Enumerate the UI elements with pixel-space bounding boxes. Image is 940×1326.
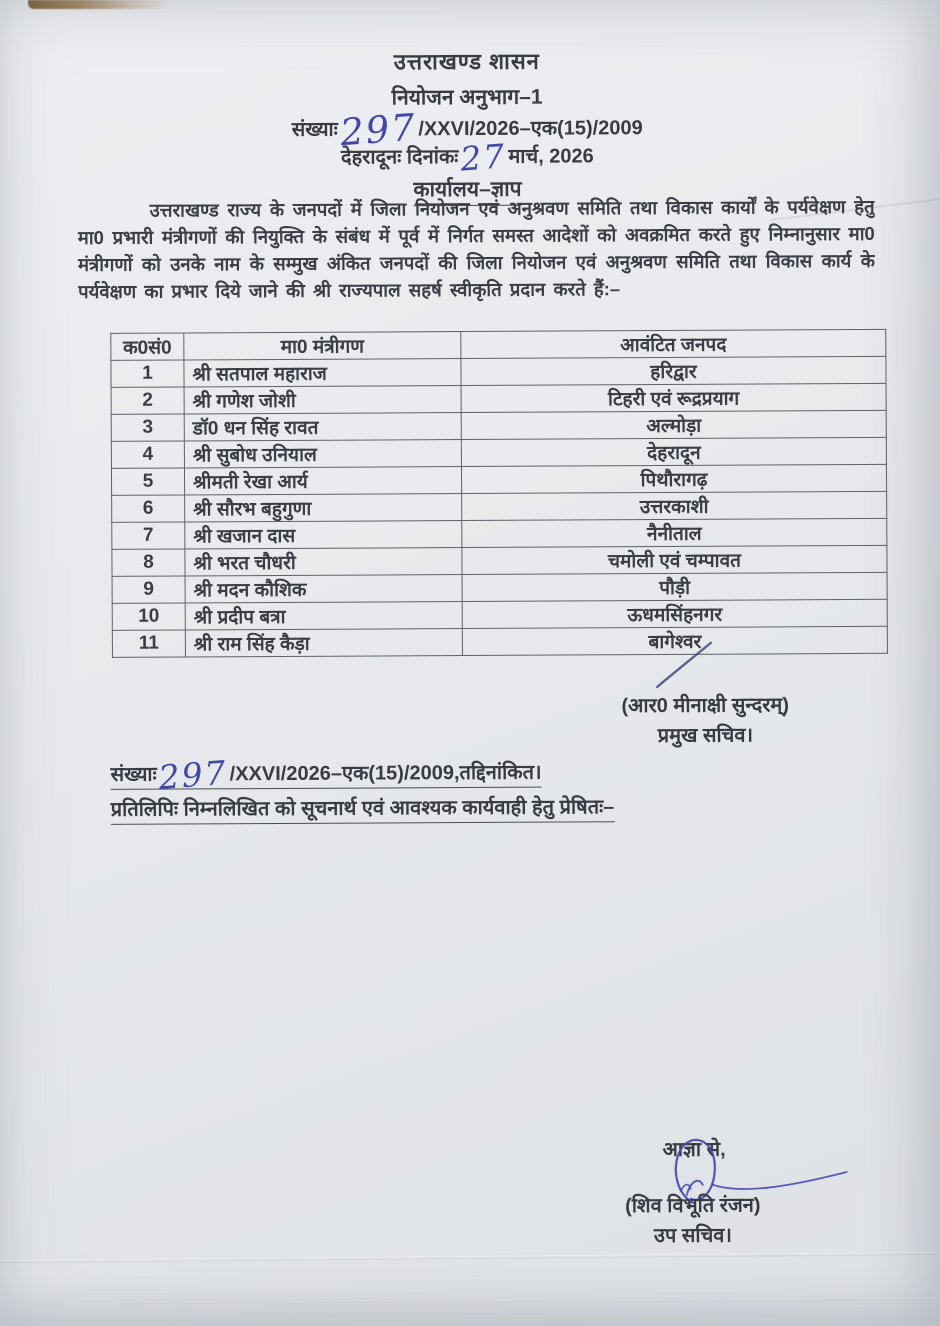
cell-minister: श्रीमती रेखा आर्य	[184, 467, 461, 495]
cell-serial-no: 2	[111, 387, 184, 414]
handwritten-ref-number: 297	[157, 752, 229, 797]
cell-minister: श्री भरत चौधरी	[185, 548, 462, 576]
signatory-title-2: उप सचिव।	[653, 1224, 733, 1248]
signatory-name-2: (शिव विभूति रंजन)	[625, 1194, 761, 1218]
date-suffix: मार्च, 2026	[508, 145, 594, 168]
ref-prefix: संख्याः	[110, 763, 157, 786]
cell-district: देहरादून	[461, 437, 886, 466]
table-row	[112, 491, 887, 522]
government-name: उत्तराखण्ड शासन	[393, 48, 540, 75]
section-name: नियोजन अनुभाग–1	[391, 85, 543, 110]
table-row	[111, 464, 886, 495]
cell-minister: श्री प्रदीप बत्रा	[185, 602, 462, 630]
cell-district: ऊधमसिंहनगर	[462, 599, 887, 628]
cell-serial-no: 10	[112, 603, 185, 630]
cell-minister: श्री सतपाल महाराज	[184, 359, 461, 387]
table-row	[112, 518, 887, 549]
cell-district: बागेश्वर	[462, 626, 887, 655]
document-header	[0, 44, 938, 209]
distribution-list-item	[111, 907, 731, 939]
cell-minister: श्री गणेश जोशी	[184, 386, 461, 414]
cell-serial-no: 11	[112, 630, 185, 657]
ministers-table	[110, 329, 888, 658]
handwritten-date: 27	[458, 136, 508, 179]
table-row	[112, 545, 887, 576]
cell-serial-no: 8	[112, 549, 185, 576]
date-line	[0, 136, 937, 179]
table-row	[111, 437, 886, 468]
cell-district: टिहरी एवं रूद्रप्रयाग	[461, 383, 886, 412]
cell-serial-no: 6	[112, 495, 185, 522]
cell-district: हरिद्वार	[461, 356, 886, 385]
header-minister: मा0 मंत्रीगण	[184, 332, 461, 360]
cell-district: पिथौरागढ़	[461, 464, 886, 493]
reference-number-line	[110, 752, 542, 797]
distribution-list-item	[112, 1048, 732, 1080]
signatory-name-1: (आर0 मीनाक्षी सुन्दरम्)	[621, 694, 790, 718]
cell-minister: श्री सुबोध उनियाल	[184, 440, 461, 468]
table-row	[112, 626, 887, 657]
cell-district: पौड़ी	[462, 572, 887, 601]
signatory-title-1: प्रमुख सचिव।	[657, 724, 754, 748]
distribution-list-item	[112, 1133, 732, 1165]
cell-serial-no: 4	[111, 441, 184, 468]
cell-district: अल्मोड़ा	[461, 410, 886, 439]
distribution-list-item	[111, 822, 731, 854]
cell-minister: श्री मदन कौशिक	[185, 575, 462, 603]
table-row	[111, 410, 886, 441]
cell-district: उत्तरकाशी	[462, 491, 887, 520]
distribution-list-item	[111, 850, 731, 882]
cell-minister: श्री खजान दास	[185, 521, 462, 549]
distribution-list-item	[112, 1020, 732, 1052]
handwritten-letter-number: 297	[338, 105, 418, 155]
table-row	[112, 572, 887, 603]
cell-serial-no: 9	[112, 576, 185, 603]
by-order-text: आज्ञा से,	[662, 1138, 726, 1161]
ref-suffix: /XXVI/2026–एक(15)/2009,तद्दिनांकित।	[229, 761, 542, 786]
distribution-list-item	[112, 963, 732, 995]
cell-serial-no: 1	[111, 360, 184, 387]
distribution-list-item	[112, 1105, 732, 1137]
cell-minister: श्री सौरभ बहुगुणा	[185, 494, 462, 522]
distribution-list-item	[111, 935, 731, 967]
cell-serial-no: 7	[112, 522, 185, 549]
letter-number-prefix: संख्याः	[291, 118, 338, 141]
table-row	[111, 383, 886, 414]
table-body	[111, 356, 888, 657]
cell-minister: श्री राम सिंह कैड़ा	[185, 629, 462, 657]
cell-district: नैनीताल	[462, 518, 887, 547]
cell-district: चमोली एवं चम्पावत	[462, 545, 887, 574]
cell-minister: डॉ0 धन सिंह रावत	[184, 413, 461, 441]
table-header-row	[111, 329, 886, 360]
distribution-list-item	[112, 991, 732, 1023]
distribution-list-item	[112, 1076, 732, 1108]
distribution-list-item	[111, 878, 731, 910]
table-row	[112, 599, 887, 630]
table-row	[111, 356, 886, 387]
cell-serial-no: 5	[111, 468, 184, 495]
cell-serial-no: 3	[111, 414, 184, 441]
distribution-list	[111, 822, 733, 1165]
memo-title: कार्यालय–ज्ञाप	[0, 173, 938, 209]
letter-number-suffix: /XXVI/2026–एक(15)/2009	[418, 117, 643, 141]
header-serial-no: क0सं0	[111, 333, 184, 360]
copy-forward-heading: प्रतिलिपिः निम्नलिखित को सूचनार्थ एवं आवश्यक कार्यवाही हेतु प्रेषितः–	[111, 792, 615, 825]
signature-stroke-secretary	[645, 637, 725, 693]
header-district: आवंटित जनपद	[461, 329, 886, 358]
date-prefix: देहरादूनः दिनांकः	[340, 146, 459, 169]
body-paragraph: उत्तराखण्ड राज्य के जनपदों में जिला नियोजन एवं अनुश्रवण समिति तथा विकास कार्यों के पर्यवेक्षण हेतु मा0 प्रभारी मंत्रीगणों की नियुक्ति के संबंध में पूर्व में निर्गत समस्त आदेशों को अवक्रमित करते हुए निम्नानुसार मा0 मंत्रीगणों को उनके नाम के सम्मुख अंकित जनपदों की जिला नियोजन एवं अनुश्रवण समिति तथा विकास कार्य के पर्यवेक्षण का प्रभार दिये जाने की श्री राज्यपाल सहर्ष स्वीकृति प्रदान करते हैं:–	[77, 195, 875, 303]
